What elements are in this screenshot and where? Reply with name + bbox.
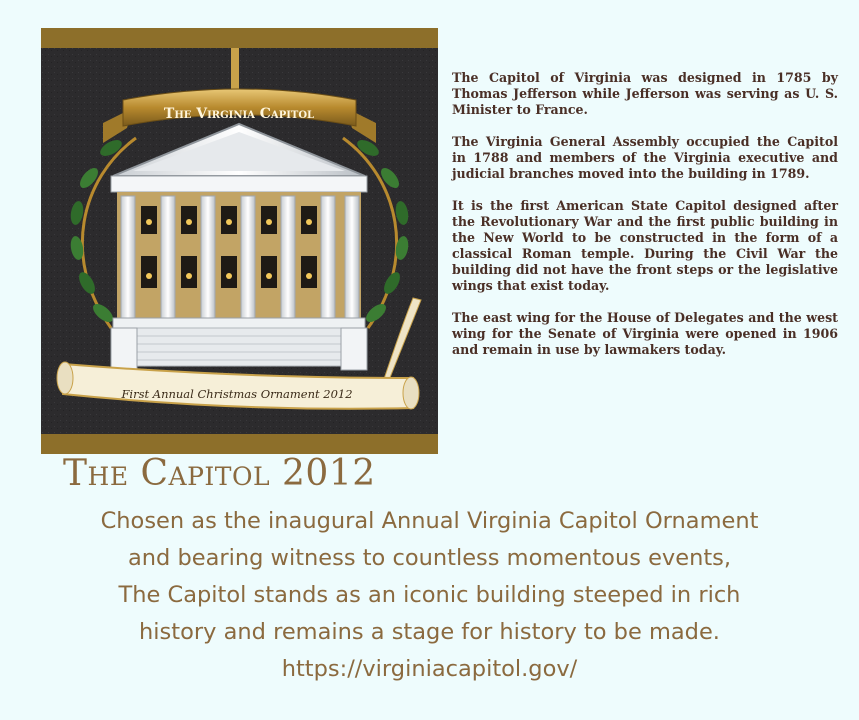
description-paragraph-1: The Capitol of Virginia was designed in 1785 by Thomas Jefferson while Jefferson was serving as U. S. Minister to France.	[452, 70, 838, 117]
summary-line-1: Chosen as the inaugural Annual Virginia Capitol Ornament	[100, 508, 759, 534]
frame-top-band	[41, 28, 438, 48]
description-paragraph-4: The east wing for the House of Delegates and the west wing for the Senate of Virginia were opened in 1906 and remain in use by lawmakers today.	[452, 310, 838, 357]
description-paragraph-2: The Virginia General Assembly occupied the Capitol in 1788 and members of the Virginia executive and judicial branches moved into the building in 1789.	[452, 134, 838, 181]
description-paragraph-3: It is the first American State Capitol designed after the Revolutionary War and the first public building in the New World to be constructed in the form of a classical Roman temple. During the Civil War the building did not have the front steps or the legislative wings that exist today.	[452, 198, 838, 293]
frame-bottom-band	[41, 434, 438, 454]
summary-text	[20, 503, 839, 688]
summary-line-2: and bearing witness to countless momentous events,	[127, 545, 732, 571]
hanger-loop	[231, 48, 239, 90]
ornament-photo	[41, 28, 438, 454]
website-url: https://virginiacapitol.gov/	[281, 656, 578, 682]
banner-text: The Virginia Capitol	[163, 106, 315, 122]
summary-line-3: The Capitol stands as an iconic building steeped in rich	[118, 582, 741, 608]
history-description	[452, 70, 838, 374]
ornament-illustration	[41, 28, 438, 454]
page-title: The Capitol 2012	[63, 453, 376, 494]
summary-line-4: history and remains a stage for history to be made.	[139, 619, 720, 645]
capitol-building	[111, 124, 367, 370]
scroll-text: First Annual Christmas Ornament 2012	[121, 387, 353, 401]
